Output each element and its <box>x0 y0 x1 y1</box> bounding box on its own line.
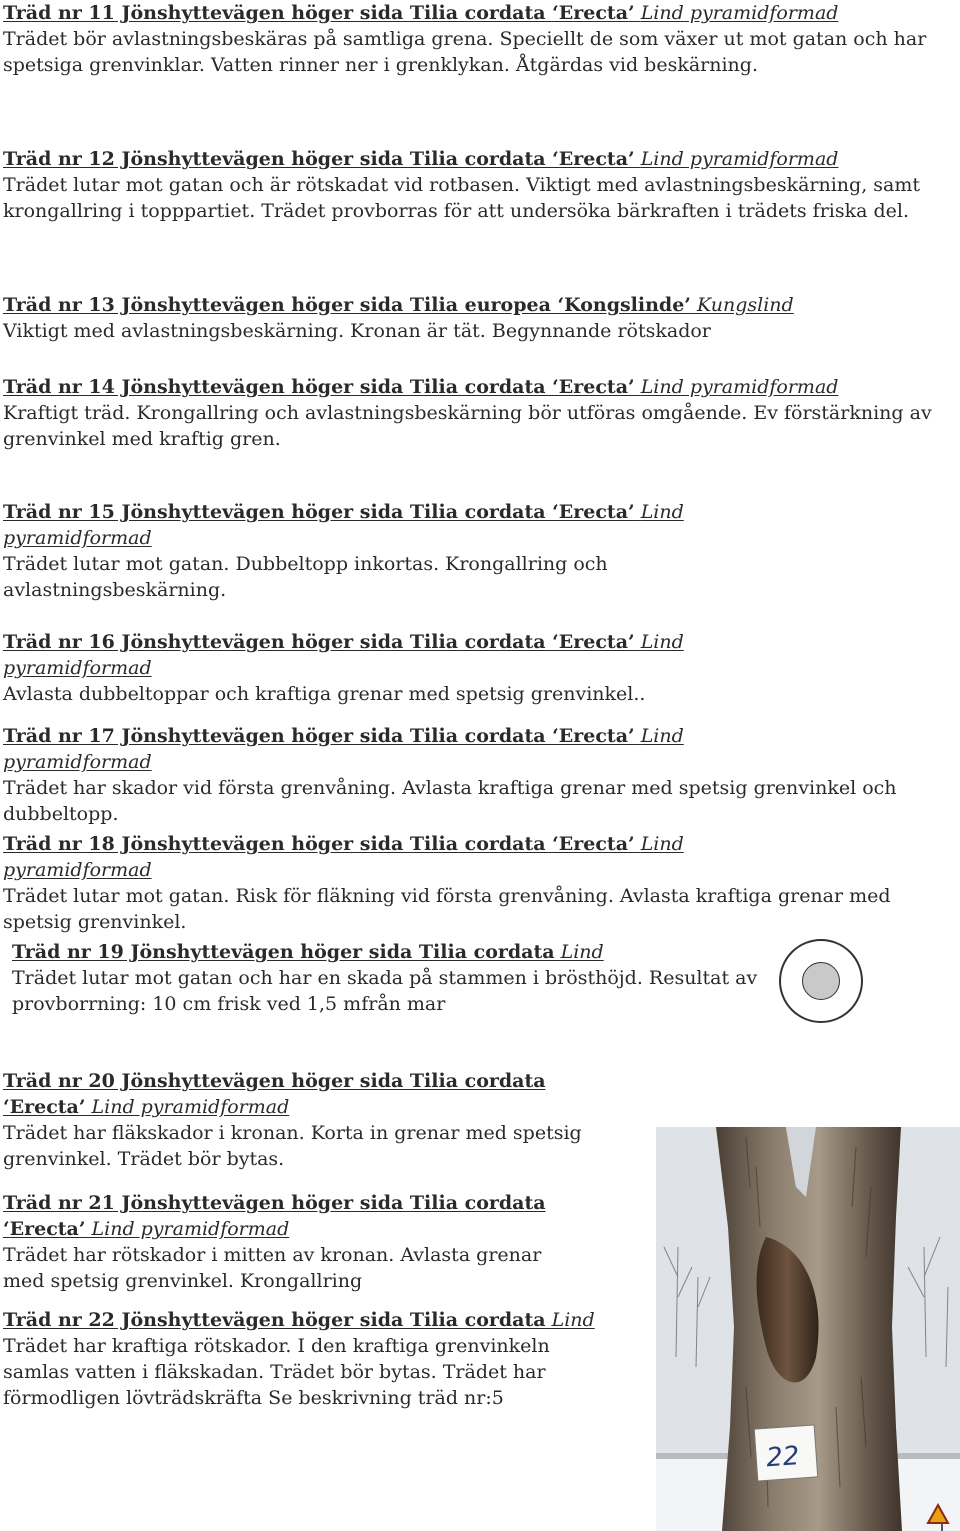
tree-description: Trädet har skador vid första grenvåning. Avlasta kraftiga grenar med spetsig grenvinkel och dubbeltopp. <box>3 777 897 825</box>
tree-title: Träd nr 22 Jönshyttevägen höger sida Tilia cordata <box>3 1309 546 1331</box>
tree-title: Träd nr 21 Jönshyttevägen höger sida Tilia cordata ‘Erecta’ <box>3 1192 546 1240</box>
boring-core-icon <box>802 962 840 1000</box>
tree-title: Träd nr 13 Jönshyttevägen höger sida Tilia europea ‘Kongslinde’ <box>3 294 691 316</box>
tree-common-name: Lind pyramidformad <box>640 2 839 24</box>
tree-description: Trädet lutar mot gatan. Risk för fläkning vid första grenvåning. Avlasta kraftiga grenar med spetsig grenvinkel. <box>3 885 891 933</box>
tree-entry-16 <box>3 629 793 707</box>
tree-heading <box>3 374 933 400</box>
tree-heading <box>3 629 793 681</box>
tree-tag-number: 22 <box>765 1441 801 1474</box>
tree-heading <box>3 1068 633 1120</box>
tree-heading <box>3 292 943 318</box>
tree-heading <box>3 499 793 551</box>
tree-common-name: Lind pyramidformad <box>91 1096 290 1118</box>
tree-heading <box>12 939 772 965</box>
tree-entry-21 <box>3 1190 633 1294</box>
tree-description: Kraftigt träd. Krongallring och avlastningsbeskärning bör utföras omgående. Ev förstärkning av grenvinkel med kraftig gren. <box>3 402 932 450</box>
tree-entry-20 <box>3 1068 633 1172</box>
tree-common-name: Lind pyramidformad <box>3 501 684 549</box>
tree-heading <box>3 1307 633 1333</box>
tree-title: Träd nr 11 Jönshyttevägen höger sida Tilia cordata ‘Erecta’ <box>3 2 635 24</box>
tree-common-name: Lind pyramidformad <box>3 725 684 773</box>
tree-description: Avlasta dubbeltoppar och kraftiga grenar med spetsig grenvinkel.. <box>3 683 646 705</box>
tree-heading <box>3 146 933 172</box>
tree-common-name: Lind <box>551 1309 595 1331</box>
tree-description: Trädet lutar mot gatan. Dubbeltopp inkortas. Krongallring och avlastningsbeskärning. <box>3 553 608 601</box>
tree-common-name: Lind <box>560 941 604 963</box>
tree-title: Träd nr 19 Jönshyttevägen höger sida Tilia cordata <box>12 941 555 963</box>
tree-common-name: Lind pyramidformad <box>3 833 684 881</box>
tree-entry-17 <box>3 723 903 827</box>
tree-entry-15 <box>3 499 793 603</box>
tree-entry-12 <box>3 146 933 224</box>
tree-heading <box>3 1190 633 1242</box>
tree-title: Träd nr 20 Jönshyttevägen höger sida Tilia cordata ‘Erecta’ <box>3 1070 546 1118</box>
tree-entry-18 <box>3 831 933 935</box>
tree-title: Träd nr 18 Jönshyttevägen höger sida Tilia cordata ‘Erecta’ <box>3 833 635 855</box>
tree-description: Trädet har kraftiga rötskador. I den kraftiga grenvinkeln samlas vatten i fläkskadan. Trädet bör bytas. Trädet har förmodligen lövträdskräfta Se beskrivning träd nr:5 <box>3 1335 550 1409</box>
tree-common-name: Lind pyramidformad <box>640 148 839 170</box>
tree-description: Viktigt med avlastningsbeskärning. Kronan är tät. Begynnande rötskador <box>3 320 711 342</box>
tree-common-name: Kungslind <box>696 294 794 316</box>
tree-trunk-photo <box>656 1127 960 1531</box>
tree-heading <box>3 0 933 26</box>
tree-common-name: Lind pyramidformad <box>640 376 839 398</box>
tree-description: Trädet bör avlastningsbeskäras på samtliga grena. Speciellt de som växer ut mot gatan och har spetsiga grenvinklar. Vatten rinner ner i grenklykan. Åtgärdas vid beskärning. <box>3 28 927 76</box>
tree-description: Trädet har rötskador i mitten av kronan. Avlasta grenar med spetsig grenvinkel. Krongallring <box>3 1244 542 1292</box>
tree-entry-11 <box>3 0 933 78</box>
tree-description: Trädet har fläkskador i kronan. Korta in grenar med spetsig grenvinkel. Trädet bör bytas. <box>3 1122 582 1170</box>
tree-entry-14 <box>3 374 933 452</box>
tree-common-name: Lind pyramidformad <box>91 1218 290 1240</box>
tree-entry-19 <box>12 939 772 1017</box>
tree-title: Träd nr 15 Jönshyttevägen höger sida Tilia cordata ‘Erecta’ <box>3 501 635 523</box>
tree-description: Trädet lutar mot gatan och har en skada på stammen i brösthöjd. Resultat av provborrning: 10 cm frisk ved 1,5 mfrån mar <box>12 967 758 1015</box>
tree-common-name: Lind pyramidformad <box>3 631 684 679</box>
tree-heading <box>3 723 793 775</box>
tree-entry-13 <box>3 292 943 344</box>
tree-title: Träd nr 16 Jönshyttevägen höger sida Tilia cordata ‘Erecta’ <box>3 631 635 653</box>
tree-title: Träd nr 12 Jönshyttevägen höger sida Tilia cordata ‘Erecta’ <box>3 148 635 170</box>
tree-description: Trädet lutar mot gatan och är rötskadat vid rotbasen. Viktigt med avlastningsbeskärning, samt krongallring i topppartiet. Trädet provborras för att undersöka bärkraften i trädets friska del. <box>3 174 921 222</box>
tree-heading <box>3 831 793 883</box>
tree-title: Träd nr 17 Jönshyttevägen höger sida Tilia cordata ‘Erecta’ <box>3 725 635 747</box>
tree-title: Träd nr 14 Jönshyttevägen höger sida Tilia cordata ‘Erecta’ <box>3 376 635 398</box>
tree-entry-22 <box>3 1307 633 1411</box>
boring-sample-icon <box>779 939 863 1023</box>
